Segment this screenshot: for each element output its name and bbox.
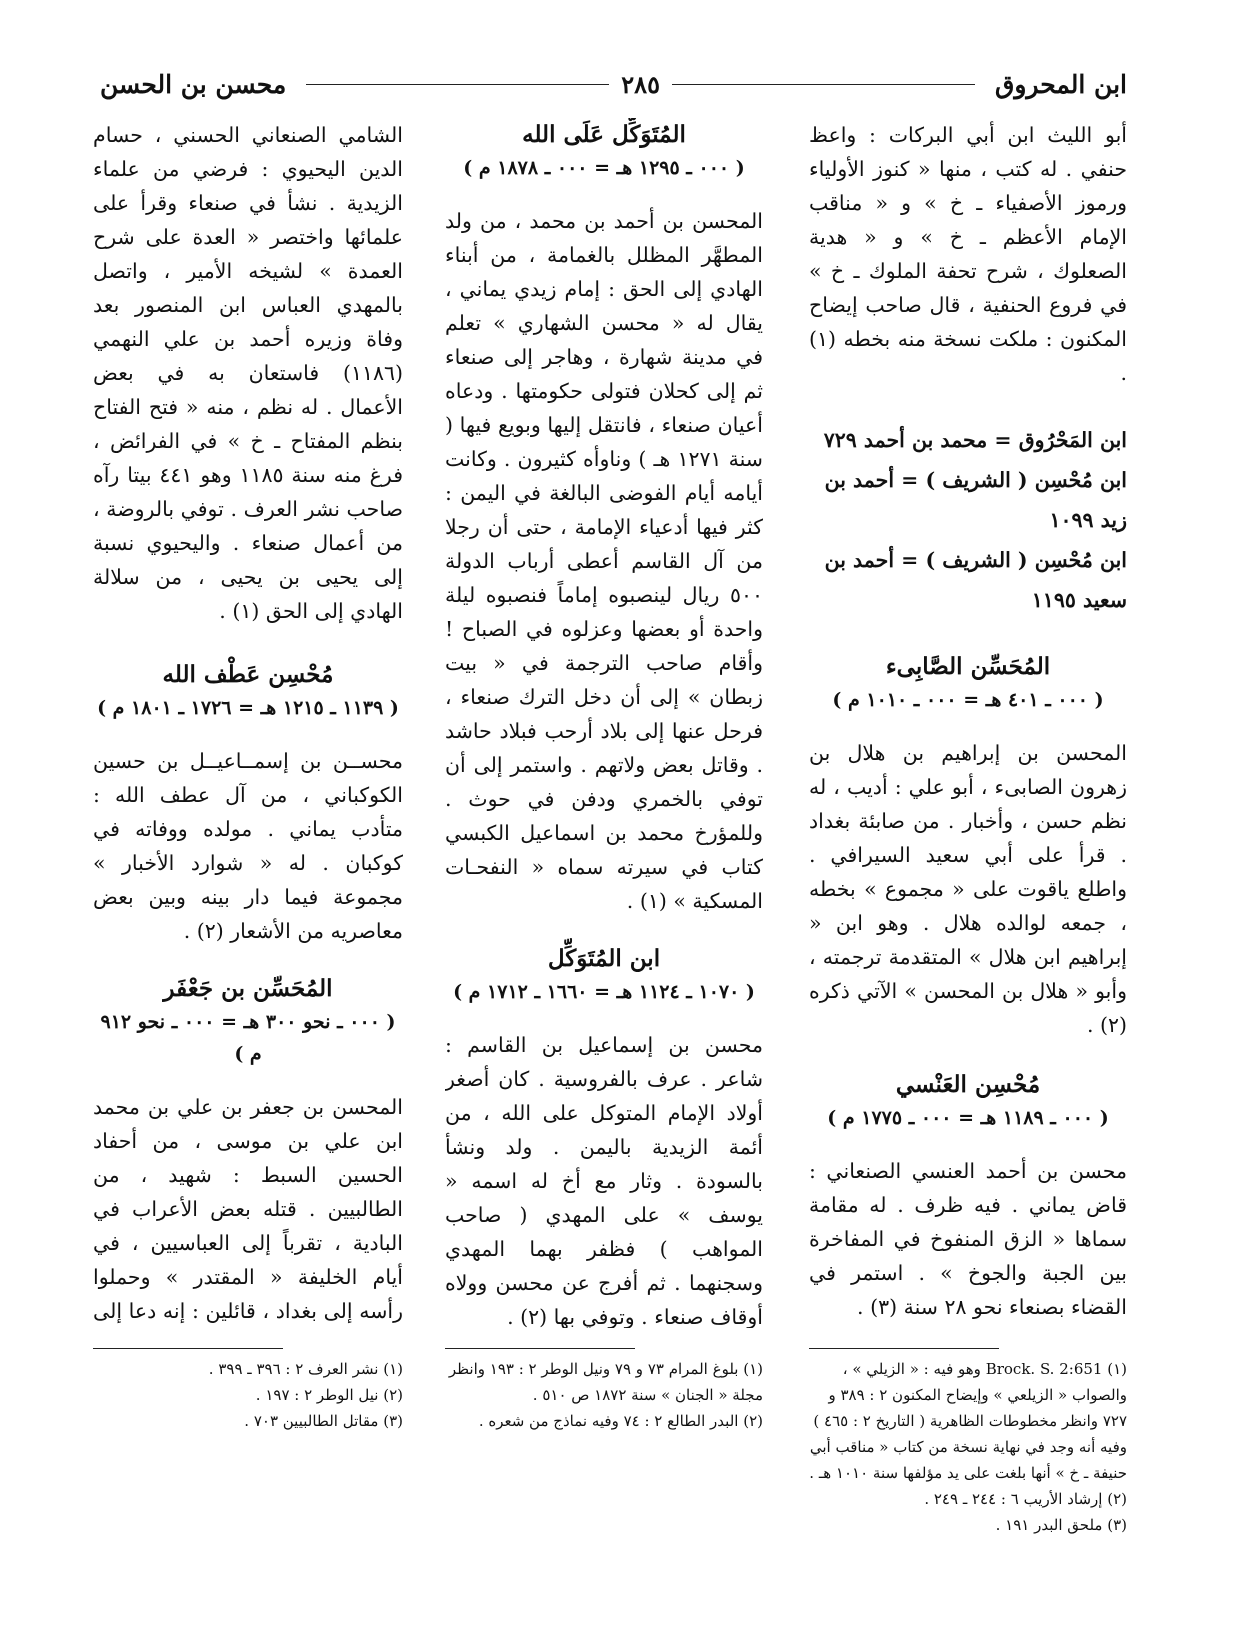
entry — [809, 650, 1127, 1042]
entry-text — [809, 736, 1127, 1042]
entry-text — [93, 744, 403, 948]
entry-dates: ( ٠٠٠ ـ ١١٨٩ هـ = ٠٠٠ ـ ١٧٧٥ م ) — [827, 1107, 1109, 1129]
entry — [445, 942, 763, 1328]
header-rule-right — [672, 84, 975, 85]
footnote: (١) بلوغ المرام ٧٣ و ٧٩ ونيل الوطر ٢ : ١٩٣ وانظر مجلة « الجنان » سنة ١٨٧٢ ص ٥١٠ . — [448, 1360, 763, 1404]
column-middle — [445, 118, 763, 1328]
column-left — [93, 118, 403, 1328]
column-right — [809, 118, 1127, 1328]
entry-body: المحسن بن أحمد بن محمد ، من ولد المطهَّر المظلل بالغمامة ، من أبناء الهادي إلى الحق : إمام زيدي يماني ، يقال له « محسن الشهاري » تعلم في مدينة شهارة ، وهاجر إلى صنعاء ثم إلى كحلان فتولى حكومتها . ودعاه أعيان صنعاء ، فانتقل إليها وبويع فيها ( سنة ١٢٧١ هـ ) وناوأه كثيرون . وكانت أيامه أيام الفوضى البالغة في اليمن : كثر فيها أدعياء الإمامة ، حتى أن رجلا من آل القاسم أعطى أرباب الدولة ٥٠٠ ريال لينصبوه إماماً فنصبوه ليلة واحدة أو بعضها وعزلوه في الصباح ! وأقام صاحب الترجمة في « بيت زبطان » إلى أن دخل الترك صنعاء ، فرحل عنها إلى بلاد أرحب فبلاد حاشد . وقاتل بعض ولاتهم . واستمر إلى أن توفي بالخمري ودفن في حوث . وللمؤرخ محمد بن اسماعيل الكبسي كتاب في سيرته سماه « النفحـات المسكية » (١) . — [445, 209, 763, 913]
entry — [93, 658, 403, 948]
entry — [809, 1068, 1127, 1324]
footnote: (٢) البدر الطالع ٢ : ٧٤ وفيه نماذج من شعره . — [478, 1412, 763, 1430]
entry-title: المُحَسِّن الصَّابِىء — [885, 653, 1051, 680]
entry — [93, 972, 403, 1328]
entry-dates: ( ٠٠٠ ـ نحو ٣٠٠ هـ = ٠٠٠ ـ نحو ٩١٢ م ) — [100, 1011, 396, 1065]
header-rule-left — [306, 84, 609, 85]
entry-text — [809, 1154, 1127, 1324]
entry-body: محســن بن إسمــاعيــل بن حسين الكوكباني ، من آل عطف الله : متأدب يماني . مولده ووفاته في كوكبان . له « شوارد الأخبار » مجموعة فيما دار بينه وبين بعض معاصريه من الأشعار (٢) . — [93, 749, 403, 943]
continued-entry — [93, 118, 403, 628]
footnote: (٢) نيل الوطر ٢ : ١٩٧ . — [255, 1386, 403, 1404]
entry-body: المحسن بن إبراهيم بن هلال بن زهرون الصابىء ، أبو علي : أديب ، له نظم حسن ، وأخبار . من صابئة بغداد . قرأ على أبي سعيد السيرافي . واطلع ياقوت على « مجموع » بخطه ، جمعه لوالده هلال . وهو ابن « إبراهيم ابن هلال » المتقدمة ترجمته ، وأبو « هلال بن المحسن » الآتي ذكره (٢) . — [809, 741, 1127, 1037]
entry-title: مُحْسِن عَطْف الله — [162, 661, 334, 688]
header-left-title: محسن بن الحسن — [100, 69, 287, 99]
footnote: (٢) إرشاد الأريب ٦ : ٢٤٤ ـ ٢٤٩ . — [924, 1490, 1127, 1508]
footnotes-left — [93, 1356, 403, 1434]
footnotes-right — [809, 1356, 1127, 1538]
entry-body: محسن بن إسماعيل بن القاسم : شاعر . عرف بالفروسية . كان أصغر أولاد الإمام المتوكل على الله ، من أئمة الزيدية باليمن . ولد ونشأ بالسودة . وثار مع أخ له اسمه « يوسف » على المهدي ( صاحب المواهب ) فظفر بهما المهدي وسجنهما . ثم أفرج عن محسن وولاه أوقاف صنعاء . وتوفي بها (٢) . — [445, 1033, 763, 1328]
running-header — [100, 62, 1127, 106]
entry-title: المُحَسِّن بن جَعْفَر — [163, 975, 333, 1002]
entry-title: ابن المُتَوَكِّل — [547, 945, 661, 972]
header-center — [306, 70, 975, 99]
footnote: (٣) مقاتل الطالبيين ٧٠٣ . — [244, 1412, 403, 1430]
cross-references — [809, 420, 1127, 620]
entry-body: أبو الليث ابن أبي البركات : واعظ حنفي . له كتب ، منها « كنوز الأولياء ورموز الأصفياء ـ خ » و « مناقب الإمام الأعظم ـ خ » و « هدية الصعلوك ، شرح تحفة الملوك ـ خ » في فروع الحنفية ، قال صاحب إيضاح المكنون : ملكت نسخة منه بخطه (١) . — [809, 123, 1127, 385]
entry-dates: ( ٠٠٠ ـ ١٢٩٥ هـ = ٠٠٠ ـ ١٨٧٨ م ) — [463, 157, 745, 179]
cross-reference: ابن المَحْرُوق = محمد بن أحمد ٧٢٩ — [823, 428, 1127, 452]
header-right-title: ابن المحروق — [994, 69, 1127, 99]
footnotes-middle — [445, 1356, 763, 1434]
entry-text — [445, 1028, 763, 1328]
entry-title: المُتَوَكِّل عَلَى الله — [522, 121, 686, 148]
entry-body: محسن بن أحمد العنسي الصنعاني : قاض يماني . فيه ظرف . له مقامة سماها « الزق المنفوخ في المفاخرة بين الجبة والجوخ » . استمر في القضاء بصنعاء نحو ٢٨ سنة (٣) . — [809, 1159, 1127, 1319]
entry — [445, 118, 763, 918]
footnote-rule — [93, 1348, 283, 1349]
entry-body: الشامي الصنعاني الحسني ، حسام الدين اليحيوي : فرضي من علماء الزيدية . نشأ في صنعاء وقرأ على علمائها واختصر « العدة على شرح العمدة » لشيخه الأمير ، واتصل بالمهدي العباس ابن المنصور بعد وفاة وزيره أحمد بن علي النهمي (١١٨٦) فاستعان به في بعض الأعمال . له نظم ، منه « فتح الفتاح بنظم المفتاح ـ خ » في الفرائض ، فرغ منه سنة ١١٨٥ وهو ٤٤١ بيتا رآه صاحب نشر العرف . توفي بالروضة ، من أعمال صنعاء . واليحيوي نسبة إلى يحيى بن يحيى ، من سلالة الهادي إلى الحق (١) . — [93, 123, 403, 623]
entry-dates: ( ١٠٧٠ ـ ١١٢٤ هـ = ١٦٦٠ ـ ١٧١٢ م ) — [453, 981, 755, 1003]
entry-dates: ( ٠٠٠ ـ ٤٠١ هـ = ٠٠٠ ـ ١٠١٠ م ) — [832, 689, 1104, 711]
page-number: ٢٨٥ — [621, 69, 660, 99]
footnote-rule — [445, 1348, 635, 1349]
footnote: (١) Brock. S. 2:651 وهو فيه : « الزيلي » ، والصواب « الزيلعي » وإيضاح المكنون ٢ : ٣٨٩ و ٧٢٧ وانظر مخطوطات الظاهرية ( التاريخ ٢ : ٤٦٥ ) وفيه أنه وجد في نهاية نسخة من كتاب « مناقب أبي حنيفة ـ خ » أنها بلغت على يد مؤلفها سنة ١٠١٠ هـ . — [809, 1360, 1127, 1482]
cross-reference: ابن مُحْسِن ( الشريف ) = أحمد بن سعيد ١١٩٥ — [824, 548, 1127, 612]
entry-dates: ( ١١٣٩ ـ ١٢١٥ هـ = ١٧٢٦ ـ ١٨٠١ م ) — [97, 697, 399, 719]
cross-reference: ابن مُحْسِن ( الشريف ) = أحمد بن زيد ١٠٩٩ — [824, 468, 1127, 532]
entry-text — [445, 204, 763, 918]
entry-title: مُحْسِن العَنْسي — [895, 1071, 1041, 1098]
footnote: (١) نشر العرف ٢ : ٣٩٦ ـ ٣٩٩ . — [208, 1360, 403, 1378]
footnote: (٣) ملحق البدر ١٩١ . — [995, 1516, 1127, 1534]
entry-body: المحسن بن جعفر بن علي بن محمد ابن علي بن موسى ، من أحفاد الحسين السبط : شهيد ، من الطالبيين . قتله بعض الأعراب في البادية ، تقرباً إلى العباسيين ، في أيام الخليفة « المقتدر » وحملوا رأسه إلى بغداد ، قائلين : إنه دعا إلى — [93, 1095, 403, 1323]
footnote-rule — [809, 1348, 999, 1349]
continued-entry — [809, 118, 1127, 390]
entry-text — [93, 1090, 403, 1328]
